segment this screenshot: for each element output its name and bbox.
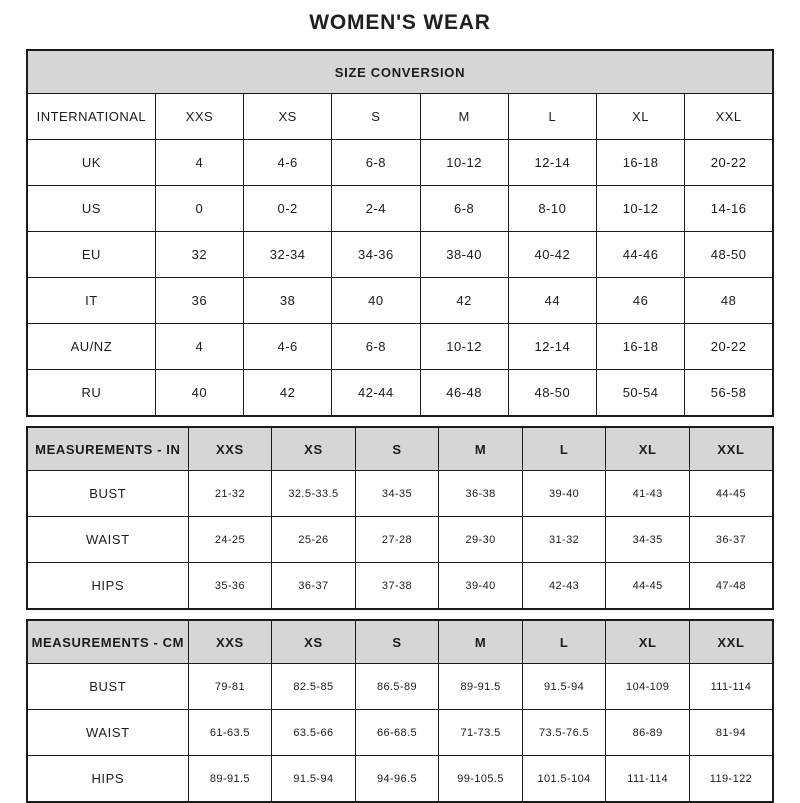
column-header-s: S	[355, 427, 439, 471]
column-header-xxl: XXL	[689, 620, 773, 664]
table-cell: 6-8	[332, 140, 420, 186]
table-cell: 34-35	[606, 517, 690, 563]
table-cell: 36-37	[272, 563, 356, 610]
table-cell: 39-40	[439, 563, 523, 610]
table-cell: 79-81	[188, 664, 272, 710]
column-header-xxs: XXS	[188, 620, 272, 664]
table-row	[27, 186, 773, 232]
table-cell: 44-45	[606, 563, 690, 610]
table-cell: 42-43	[522, 563, 606, 610]
column-header-xl: XL	[596, 94, 684, 140]
row-label: WAIST	[27, 517, 188, 563]
table-cell: 44-46	[596, 232, 684, 278]
table-row	[27, 756, 773, 803]
row-label: AU/NZ	[27, 324, 155, 370]
table-cell: 36-37	[689, 517, 773, 563]
size-conversion-table	[26, 49, 774, 417]
table-cell: 20-22	[685, 140, 773, 186]
table-cell: 6-8	[332, 324, 420, 370]
table-cell: 24-25	[188, 517, 272, 563]
table-cell: 31-32	[522, 517, 606, 563]
page-title: WOMEN'S WEAR	[309, 11, 491, 34]
table-cell: 44-45	[689, 471, 773, 517]
header-label: MEASUREMENTS - IN	[27, 427, 188, 471]
table-cell: 91.5-94	[272, 756, 356, 803]
column-header-m: M	[439, 620, 523, 664]
table-cell: 21-32	[188, 471, 272, 517]
table-cell: 6-8	[420, 186, 508, 232]
table-row	[27, 471, 773, 517]
column-header-m: M	[439, 427, 523, 471]
column-header-xl: XL	[606, 620, 690, 664]
table-banner-title: SIZE CONVERSION	[27, 50, 773, 94]
banner-row	[27, 50, 773, 94]
row-label: UK	[27, 140, 155, 186]
row-label: WAIST	[27, 710, 188, 756]
column-header-l: L	[522, 427, 606, 471]
table-cell: 40	[332, 278, 420, 324]
header-label: INTERNATIONAL	[27, 94, 155, 140]
table-cell: 36-38	[439, 471, 523, 517]
table-cell: 10-12	[420, 140, 508, 186]
table-cell: 44	[508, 278, 596, 324]
table-cell: 0	[155, 186, 243, 232]
table-cell: 0-2	[244, 186, 332, 232]
header-row	[27, 620, 773, 664]
table-cell: 42	[420, 278, 508, 324]
table-cell: 4	[155, 140, 243, 186]
table-cell: 81-94	[689, 710, 773, 756]
table-cell: 94-96.5	[355, 756, 439, 803]
header-label: MEASUREMENTS - CM	[27, 620, 188, 664]
column-header-xxs: XXS	[155, 94, 243, 140]
table-cell: 42-44	[332, 370, 420, 417]
table-cell: 61-63.5	[188, 710, 272, 756]
table-cell: 32-34	[244, 232, 332, 278]
row-label: HIPS	[27, 756, 188, 803]
table-cell: 101.5-104	[522, 756, 606, 803]
table-cell: 66-68.5	[355, 710, 439, 756]
table-cell: 25-26	[272, 517, 356, 563]
column-header-xxl: XXL	[685, 94, 773, 140]
table-cell: 34-36	[332, 232, 420, 278]
row-label: IT	[27, 278, 155, 324]
table-cell: 29-30	[439, 517, 523, 563]
column-header-s: S	[332, 94, 420, 140]
table-cell: 40	[155, 370, 243, 417]
table-cell: 42	[244, 370, 332, 417]
table-row	[27, 517, 773, 563]
table-cell: 14-16	[685, 186, 773, 232]
table-cell: 35-36	[188, 563, 272, 610]
table-cell: 12-14	[508, 140, 596, 186]
measurements-in-table	[26, 426, 774, 610]
table-cell: 16-18	[596, 140, 684, 186]
column-header-s: S	[355, 620, 439, 664]
column-header-xxl: XXL	[689, 427, 773, 471]
table-cell: 20-22	[685, 324, 773, 370]
header-row	[27, 94, 773, 140]
table-cell: 41-43	[606, 471, 690, 517]
table-cell: 4-6	[244, 324, 332, 370]
table-row	[27, 232, 773, 278]
table-cell: 2-4	[332, 186, 420, 232]
table-cell: 37-38	[355, 563, 439, 610]
table-row	[27, 710, 773, 756]
table-cell: 104-109	[606, 664, 690, 710]
table-cell: 47-48	[689, 563, 773, 610]
row-label: HIPS	[27, 563, 188, 610]
table-cell: 50-54	[596, 370, 684, 417]
table-row	[27, 664, 773, 710]
column-header-xl: XL	[606, 427, 690, 471]
table-cell: 4-6	[244, 140, 332, 186]
table-cell: 4	[155, 324, 243, 370]
table-cell: 56-58	[685, 370, 773, 417]
table-cell: 36	[155, 278, 243, 324]
measurements-cm-table	[26, 619, 774, 803]
table-cell: 10-12	[420, 324, 508, 370]
header-row	[27, 427, 773, 471]
table-cell: 48	[685, 278, 773, 324]
table-cell: 39-40	[522, 471, 606, 517]
table-cell: 32	[155, 232, 243, 278]
column-header-xxs: XXS	[188, 427, 272, 471]
row-label: RU	[27, 370, 155, 417]
table-cell: 111-114	[689, 664, 773, 710]
row-label: BUST	[27, 664, 188, 710]
column-header-xs: XS	[272, 427, 356, 471]
table-row	[27, 370, 773, 417]
table-cell: 32.5-33.5	[272, 471, 356, 517]
table-cell: 38-40	[420, 232, 508, 278]
table-cell: 111-114	[606, 756, 690, 803]
column-header-l: L	[508, 94, 596, 140]
table-cell: 10-12	[596, 186, 684, 232]
table-cell: 89-91.5	[439, 664, 523, 710]
row-label: BUST	[27, 471, 188, 517]
table-cell: 48-50	[508, 370, 596, 417]
table-cell: 12-14	[508, 324, 596, 370]
row-label: EU	[27, 232, 155, 278]
table-row	[27, 324, 773, 370]
row-label: US	[27, 186, 155, 232]
table-cell: 86-89	[606, 710, 690, 756]
table-cell: 119-122	[689, 756, 773, 803]
table-cell: 99-105.5	[439, 756, 523, 803]
table-row	[27, 278, 773, 324]
table-cell: 46-48	[420, 370, 508, 417]
column-header-xs: XS	[272, 620, 356, 664]
table-cell: 40-42	[508, 232, 596, 278]
table-row	[27, 140, 773, 186]
table-cell: 34-35	[355, 471, 439, 517]
table-cell: 8-10	[508, 186, 596, 232]
column-header-l: L	[522, 620, 606, 664]
table-cell: 63.5-66	[272, 710, 356, 756]
table-cell: 16-18	[596, 324, 684, 370]
table-cell: 48-50	[685, 232, 773, 278]
column-header-xs: XS	[244, 94, 332, 140]
table-cell: 86.5-89	[355, 664, 439, 710]
column-header-m: M	[420, 94, 508, 140]
table-cell: 38	[244, 278, 332, 324]
table-cell: 82.5-85	[272, 664, 356, 710]
table-cell: 46	[596, 278, 684, 324]
table-cell: 71-73.5	[439, 710, 523, 756]
table-cell: 73.5-76.5	[522, 710, 606, 756]
table-cell: 89-91.5	[188, 756, 272, 803]
table-cell: 27-28	[355, 517, 439, 563]
table-row	[27, 563, 773, 610]
table-cell: 91.5-94	[522, 664, 606, 710]
